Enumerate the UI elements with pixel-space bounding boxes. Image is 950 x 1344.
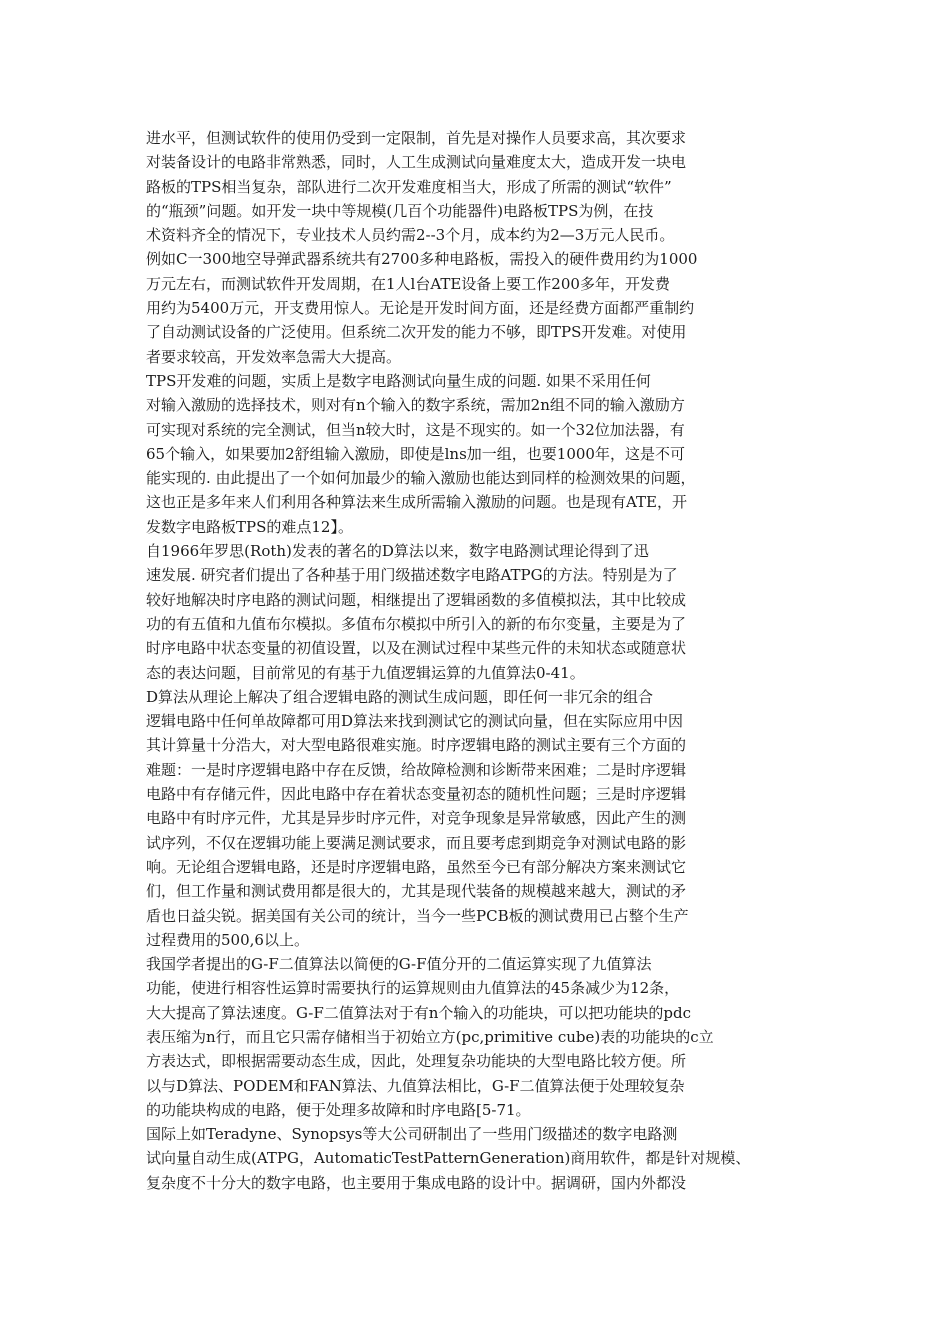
text-line: 例如C一300地空导弹武器系统共有2700多种电路板，需投入的硬件费用约为1000	[146, 250, 698, 269]
text-line: 的功能块构成的电路，便于处理多故障和时序电路[5-71。	[146, 1100, 531, 1119]
text-line: 盾也日益尖锐。据美国有关公司的统计，当今一些PCB板的测试费用已占整个生产	[146, 906, 689, 925]
text-line: 以与D算法、PODEM和FAN算法、九值算法相比，G-F二值算法便于处理较复杂	[146, 1076, 685, 1095]
text-line: 对输入激励的选择技术，则对有n个输入的数字系统，需加2n组不同的输入激励方	[146, 396, 685, 415]
text-line: 我国学者提出的G-F二值算法以简便的G-F值分开的二值运算实现了九值算法	[146, 955, 652, 974]
text-line: 们，但工作量和测试费用都是很大的，尤其是现代装备的规模越来越大，测试的矛	[146, 882, 687, 901]
text-line: 过程费用的500,6以上。	[146, 930, 309, 949]
text-line: 功能，使进行相容性运算时需要执行的运算规则由九值算法的45条减少为12条，	[146, 979, 680, 998]
text-line: 能实现的. 由此提出了一个如何加最少的输入激励也能达到同样的检测效果的问题，	[146, 469, 696, 488]
text-line: 这也正是多年来人们利用各种算法来生成所需输入激励的问题。也是现有ATE，开	[146, 493, 687, 512]
body-text	[146, 126, 796, 1195]
text-line: 方表达式，即根据需要动态生成，因此，处理复杂功能块的大型电路比较方便。所	[146, 1052, 687, 1071]
text-line: D算法从理论上解决了组合逻辑电路的测试生成问题，即任何一非冗余的组合	[146, 687, 654, 706]
text-line: 者要求较高，开发效率急需大大提高。	[146, 347, 402, 366]
text-line: 复杂度不十分大的数字电路，也主要用于集成电路的设计中。据调研，国内外都没	[146, 1173, 687, 1192]
text-line: 对装备设计的电路非常熟悉，同时，人工生成测试向量难度太大，造成开发一块电	[146, 153, 687, 172]
text-line: 国际上如Teradyne、Synopsys等大公司研制出了一些用门级描述的数字电路测	[146, 1125, 678, 1144]
text-line: 电路中有时序元件，尤其是异步时序元件，对竞争现象是异常敏感，因此产生的测	[146, 809, 687, 828]
text-line: 时序电路中状态变量的初值设置，以及在测试过程中某些元件的未知状态或随意状	[146, 639, 687, 658]
text-line: 65个输入，如果要加2舒组输入激励，即使是lns加一组，也要1000年，这是不可	[146, 444, 685, 463]
text-line: 可实现对系统的完全测试，但当n较大时，这是不现实的。如一个32位加法器，有	[146, 420, 685, 439]
text-line: 试序列，不仅在逻辑功能上要满足测试要求，而且要考虑到期竞争对测试电路的影	[146, 833, 687, 852]
text-line: 逻辑电路中任何单故障都可用D算法来找到测试它的测试向量，但在实际应用中因	[146, 712, 684, 731]
text-line: 较好地解决时序电路的测试问题，相继提出了逻辑函数的多值模拟法，其中比较成	[146, 590, 687, 609]
text-line: 万元左右，而测试软件开发周期，在1人l台ATE设备上要工作200多年，开发费	[146, 274, 670, 293]
text-line: 的“瓶颈”问题。如开发一块中等规模(几百个功能器件)电路板TPS为例，在技	[146, 201, 654, 220]
text-line: 电路中有存储元件，因此电路中存在着状态变量初态的随机性问题；三是时序逻辑	[146, 785, 687, 804]
text-line: 速发展. 研究者们提出了各种基于用门级描述数字电路ATPG的方法。特别是为了	[146, 566, 678, 585]
text-line: 发数字电路板TPS的难点12】。	[146, 517, 353, 536]
text-line: 路板的TPS相当复杂，部队进行二次开发难度相当大，形成了所需的测试“软件”	[146, 177, 672, 196]
text-line: 自1966年罗思(Roth)发表的著名的D算法以来，数字电路测试理论得到了迅	[146, 542, 649, 561]
text-line: 了自动测试设备的广泛使用。但系统二次开发的能力不够，即TPS开发难。对使用	[146, 323, 687, 342]
text-line: 态的表达问题，目前常见的有基于九值逻辑运算的九值算法0-41。	[146, 663, 585, 682]
text-line: 表压缩为n行，而且它只需存储相当于初始立方(pc,primitive cube)表的功能块的c立	[146, 1027, 714, 1046]
text-line: 难题：一是时序逻辑电路中存在反馈，给故障检测和诊断带来困难；二是时序逻辑	[146, 760, 687, 779]
text-line: TPS开发难的问题，实质上是数字电路测试向量生成的问题. 如果不采用任何	[146, 371, 651, 390]
text-line: 进水平，但测试软件的使用仍受到一定限制，首先是对操作人员要求高，其次要求	[146, 129, 687, 147]
text-line: 试向量自动生成(ATPG，AutomaticTestPatternGeneration)商用软件，都是针对规模、	[146, 1149, 751, 1168]
text-line: 响。无论组合逻辑电路，还是时序逻辑电路，虽然至今已有部分解决方案来测试它	[146, 857, 687, 876]
text-line: 术资料齐全的情况下，专业技术人员约需2--3个月，成本约为2—3万元人民币。	[146, 226, 675, 245]
text-line: 大大提高了算法速度。G-F二值算法对于有n个输入的功能块，可以把功能块的pdc	[146, 1003, 692, 1022]
text-line: 其计算量十分浩大，对大型电路很难实施。时序逻辑电路的测试主要有三个方面的	[146, 736, 687, 755]
text-line: 用约为5400万元，开支费用惊人。无论是开发时间方面，还是经费方面都严重制约	[146, 299, 695, 318]
text-line: 功的有五值和九值布尔模拟。多值布尔模拟中所引入的新的布尔变量，主要是为了	[146, 614, 687, 633]
